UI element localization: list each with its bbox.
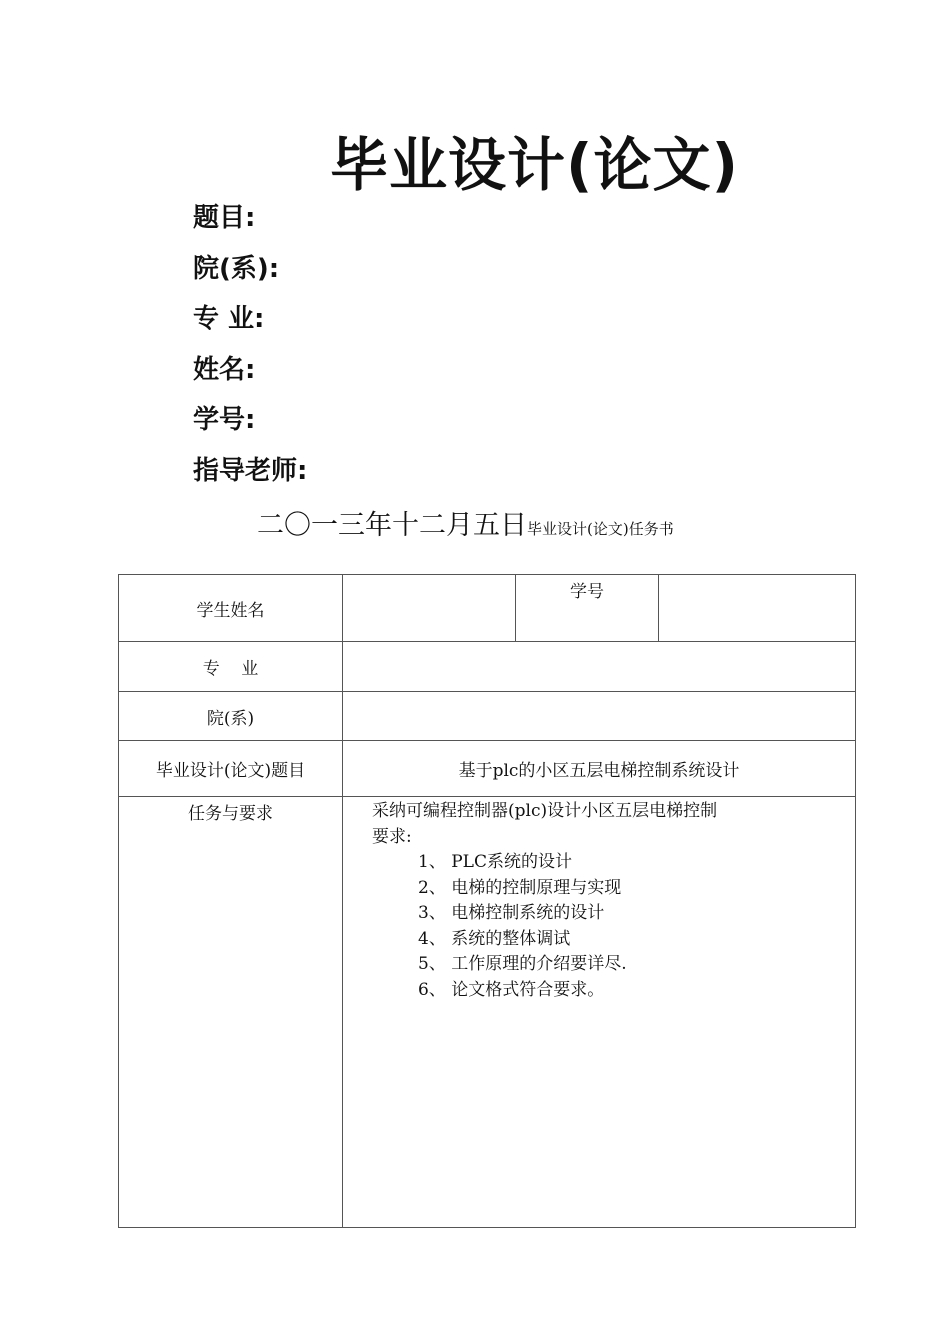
field-topic-label: 题目: bbox=[193, 203, 256, 233]
student-name-label: 学生姓名 bbox=[119, 575, 343, 642]
date-line bbox=[257, 503, 674, 542]
table-row bbox=[119, 692, 856, 741]
major-label: 专 业 bbox=[119, 642, 343, 692]
list-item: 4、 系统的整体调试 bbox=[418, 928, 571, 949]
requirements-heading: 要求: bbox=[372, 826, 412, 847]
list-item: 1、 PLC系统的设计 bbox=[418, 852, 572, 872]
student-id-label: 学号 bbox=[516, 575, 659, 642]
table-row bbox=[119, 642, 856, 692]
requirements-content bbox=[343, 797, 856, 1228]
field-student-id-label: 学号: bbox=[193, 405, 256, 435]
topic-label: 毕业设计(论文)题目 bbox=[119, 741, 343, 797]
date-text: 二〇一三年十二月五日 bbox=[257, 510, 527, 541]
department-label: 院(系) bbox=[119, 692, 343, 741]
list-item: 5、 工作原理的介绍要详尽. bbox=[418, 954, 627, 974]
field-name-label: 姓名: bbox=[193, 354, 256, 385]
student-id-value bbox=[659, 575, 856, 642]
table-row bbox=[119, 575, 856, 642]
field-department-label: 院(系): bbox=[193, 253, 280, 284]
student-name-value bbox=[343, 575, 516, 642]
list-item: 2、 电梯的控制原理与实现 bbox=[418, 877, 622, 898]
major-value bbox=[343, 642, 856, 692]
list-item: 3、 电梯控制系统的设计 bbox=[418, 903, 605, 923]
table-row bbox=[119, 797, 856, 1228]
requirements-intro: 采纳可编程控制器(plc)设计小区五层电梯控制 bbox=[372, 801, 718, 821]
requirements-label: 任务与要求 bbox=[119, 797, 343, 1228]
field-advisor-label: 指导老师: bbox=[193, 455, 308, 486]
cover-fields bbox=[193, 198, 307, 501]
task-table bbox=[118, 574, 856, 1228]
task-book-subtitle: 毕业设计(论文)任务书 bbox=[527, 520, 674, 538]
topic-value: 基于plc的小区五层电梯控制系统设计 bbox=[343, 741, 856, 797]
department-value bbox=[343, 692, 856, 741]
document-title: 毕业设计(论文) bbox=[330, 131, 740, 199]
list-item: 6、 论文格式符合要求。 bbox=[418, 979, 605, 1000]
field-major-label: 专 业: bbox=[193, 304, 265, 334]
table-row bbox=[119, 741, 856, 797]
